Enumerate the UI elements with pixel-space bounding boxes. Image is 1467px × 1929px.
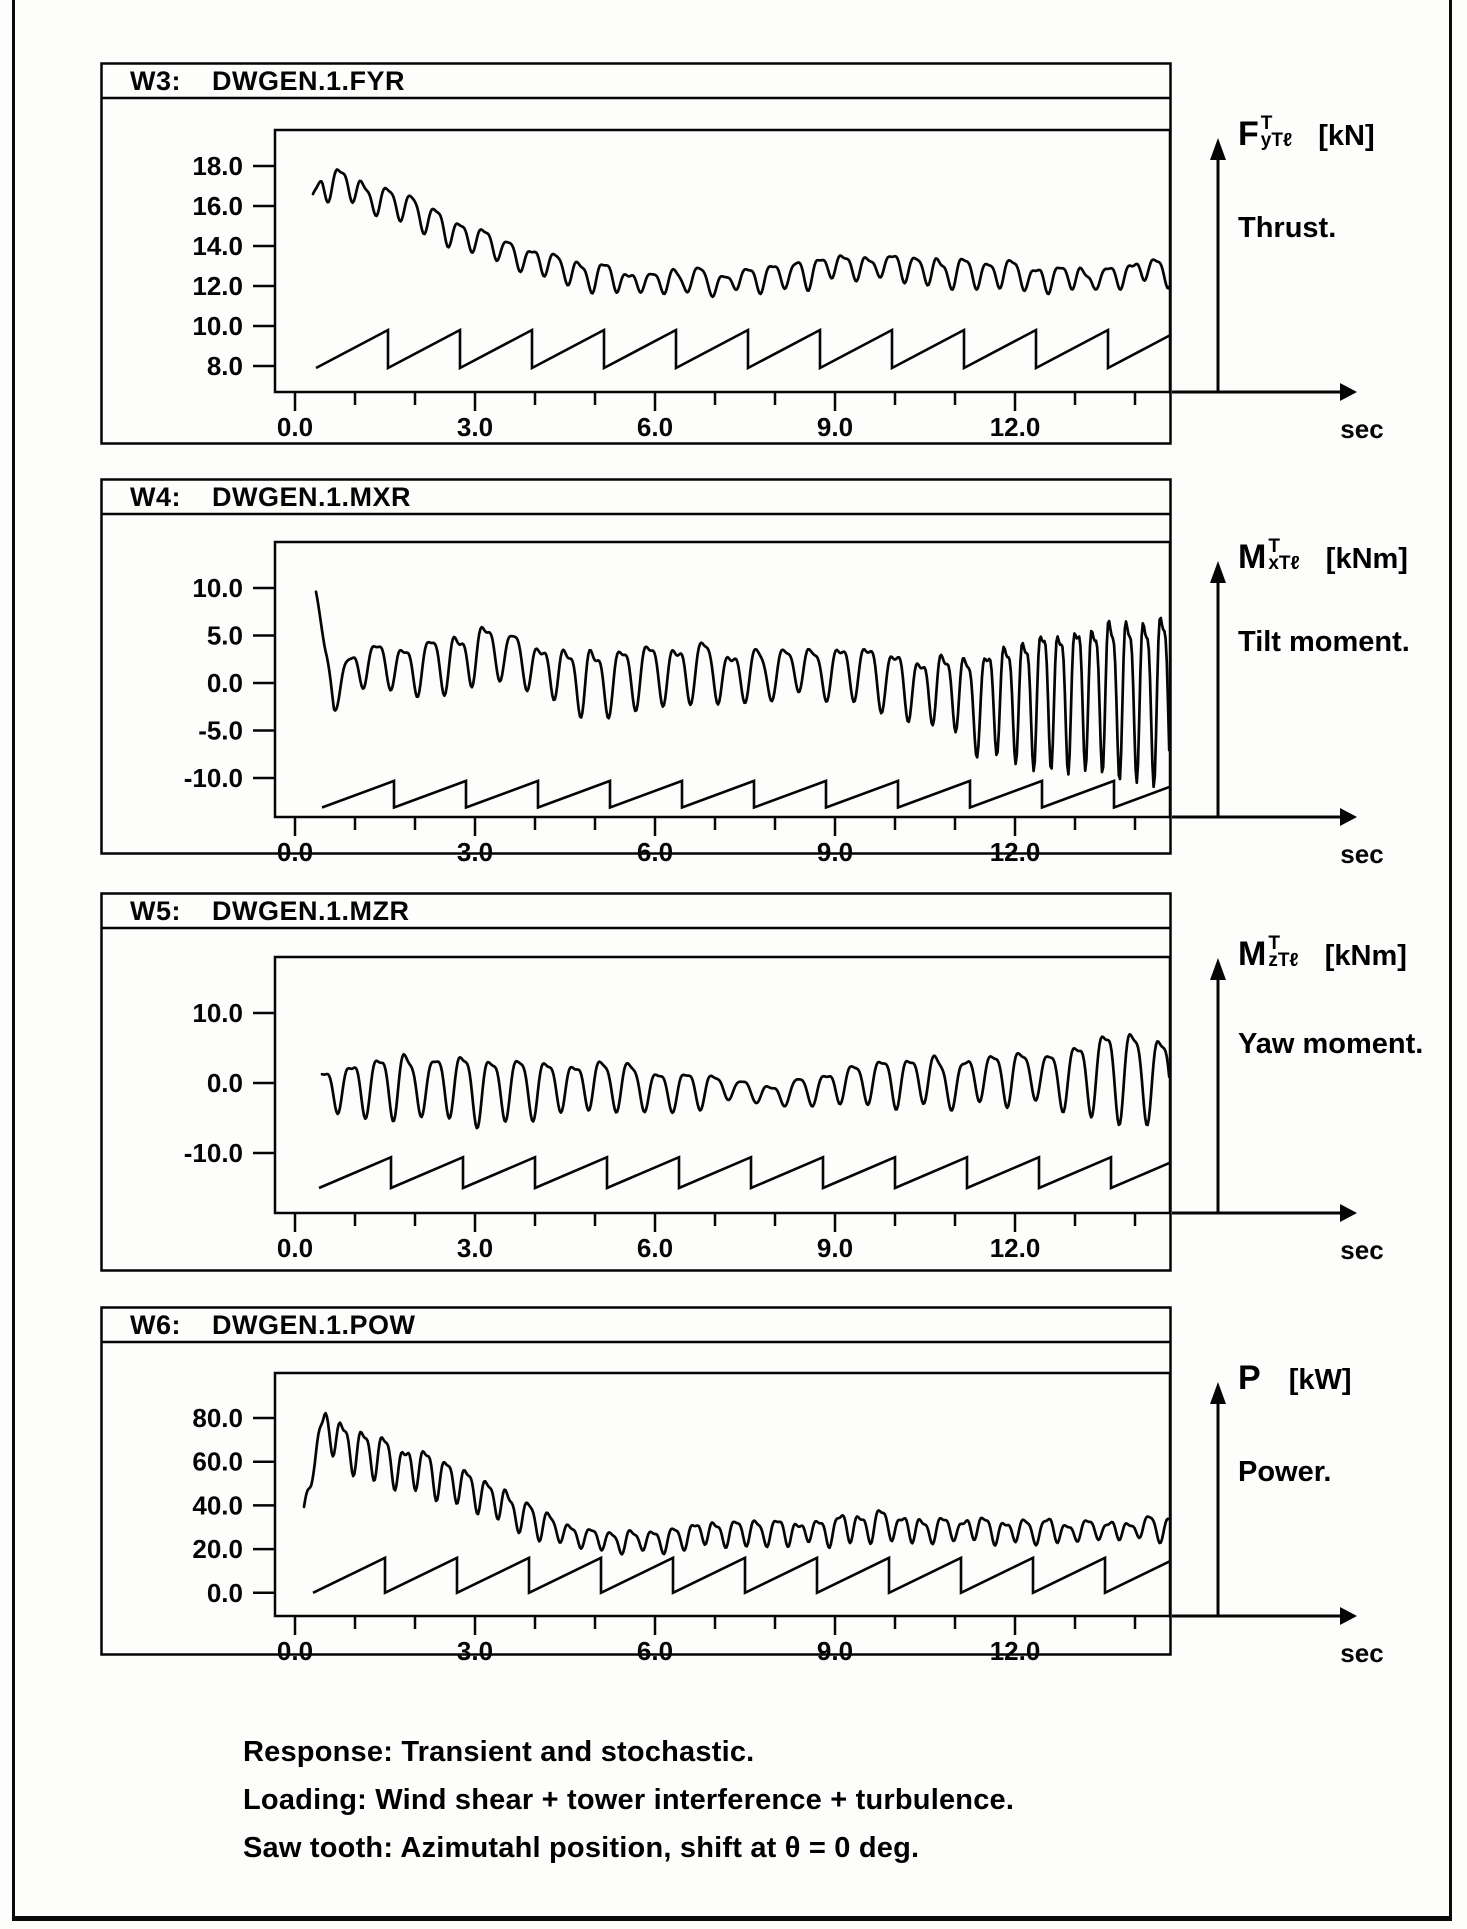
quantity-symbol-line bbox=[1238, 1360, 1463, 1398]
quantity-subsup: T zTℓ bbox=[1268, 933, 1299, 972]
quantity-symbol-line bbox=[1238, 113, 1463, 154]
y-tick-label: -10.0 bbox=[183, 763, 243, 793]
y-tick-label: -10.0 bbox=[183, 1138, 243, 1168]
signal-trace bbox=[304, 1413, 1169, 1554]
quantity-unit: [kN] bbox=[1318, 120, 1375, 152]
x-tick-label: 12.0 bbox=[989, 837, 1041, 867]
window-title-name: DWGEN.1.MZR bbox=[212, 896, 410, 926]
quantity-symbol: F bbox=[1238, 115, 1259, 153]
time-axis-arrowhead bbox=[1340, 808, 1357, 826]
y-tick-label: 5.0 bbox=[206, 620, 243, 651]
y-tick-label: 8.0 bbox=[206, 351, 243, 381]
sec-label: sec bbox=[1340, 414, 1384, 444]
quantity-description: Power. bbox=[1238, 1455, 1332, 1488]
y-tick-label: -5.0 bbox=[198, 715, 243, 746]
x-tick-label: 6.0 bbox=[636, 412, 674, 442]
x-tick-label: 6.0 bbox=[636, 837, 674, 867]
quantity-unit: [kNm] bbox=[1325, 543, 1408, 575]
time-axis-arrowhead bbox=[1340, 1607, 1357, 1625]
caption-response: Response: Transient and stochastic. bbox=[243, 1736, 755, 1768]
x-tick-label: 9.0 bbox=[816, 1233, 854, 1263]
window-title-id: W3: bbox=[130, 66, 181, 96]
y-tick-label: 10.0 bbox=[192, 573, 243, 603]
axis-annotation-yaw-moment bbox=[1238, 933, 1463, 1061]
quantity-symbol: M bbox=[1238, 538, 1267, 576]
y-tick-label: 14.0 bbox=[192, 231, 243, 261]
axis-annotation-thrust bbox=[1238, 113, 1463, 245]
quantity-description: Tilt moment. bbox=[1238, 625, 1410, 658]
plot-window-w4 bbox=[100, 478, 1435, 869]
sawtooth-trace bbox=[316, 330, 1170, 368]
sawtooth-trace bbox=[322, 781, 1170, 808]
y-tick-label: 60.0 bbox=[192, 1446, 243, 1477]
x-tick-label: 3.0 bbox=[456, 1233, 494, 1263]
signal-trace bbox=[322, 1034, 1169, 1128]
y-tick-label: 12.0 bbox=[192, 271, 243, 301]
axis-annotation-tilt-moment bbox=[1238, 536, 1463, 659]
time-axis-arrowhead bbox=[1340, 1204, 1357, 1222]
y-tick-label: 0.0 bbox=[206, 668, 243, 698]
quantity-symbol: P bbox=[1238, 1359, 1261, 1397]
quantity-unit: [kNm] bbox=[1324, 940, 1407, 972]
y-tick-label: 10.0 bbox=[192, 998, 243, 1028]
sawtooth-trace bbox=[319, 1157, 1170, 1188]
y-tick-label: 80.0 bbox=[192, 1403, 243, 1433]
window-title-id: W4: bbox=[130, 482, 181, 512]
x-tick-label: 12.0 bbox=[989, 1233, 1041, 1263]
x-tick-label: 0.0 bbox=[276, 1636, 314, 1666]
sec-label: sec bbox=[1340, 1638, 1384, 1668]
plot-window-w5 bbox=[100, 892, 1435, 1272]
window-title-name: DWGEN.1.POW bbox=[212, 1310, 416, 1340]
signal-trace bbox=[313, 170, 1170, 297]
x-tick-label: 3.0 bbox=[456, 412, 494, 442]
figure-frame-left bbox=[12, 0, 15, 1921]
y-tick-label: 18.0 bbox=[192, 151, 243, 181]
plot-window-w3 bbox=[100, 62, 1435, 445]
x-tick-label: 9.0 bbox=[816, 412, 854, 442]
quantity-subsup: T xTℓ bbox=[1268, 536, 1300, 575]
x-tick-label: 3.0 bbox=[456, 837, 494, 867]
quantity-unit: [kW] bbox=[1288, 1364, 1352, 1396]
quantity-axis-arrowhead bbox=[1210, 561, 1226, 583]
y-tick-label: 10.0 bbox=[192, 311, 243, 341]
x-tick-label: 3.0 bbox=[456, 1636, 494, 1666]
x-tick-label: 9.0 bbox=[816, 1636, 854, 1666]
window-title-id: W6: bbox=[130, 1310, 181, 1340]
sec-label: sec bbox=[1340, 839, 1384, 869]
sawtooth-trace bbox=[313, 1558, 1170, 1593]
y-tick-label: 16.0 bbox=[192, 191, 243, 221]
y-tick-label: 0.0 bbox=[206, 1068, 243, 1098]
figure-frame-bottom bbox=[12, 1916, 1452, 1921]
quantity-description: Thrust. bbox=[1238, 211, 1337, 244]
y-tick-label: 20.0 bbox=[192, 1534, 243, 1565]
window-title-name: DWGEN.1.MXR bbox=[212, 482, 412, 512]
window-border bbox=[102, 1308, 1171, 1655]
x-tick-label: 0.0 bbox=[276, 1233, 314, 1263]
x-tick-label: 0.0 bbox=[276, 837, 314, 867]
quantity-symbol: M bbox=[1238, 935, 1267, 973]
caption-sawtooth: Saw tooth: Azimutahl position, shift at θ = 0 deg. bbox=[243, 1832, 920, 1864]
time-axis-arrowhead bbox=[1340, 383, 1357, 401]
quantity-axis-arrowhead bbox=[1210, 138, 1226, 160]
signal-trace bbox=[316, 592, 1169, 787]
quantity-axis-arrowhead bbox=[1210, 958, 1226, 980]
quantity-subsup: T yTℓ bbox=[1260, 113, 1293, 152]
y-tick-label: 40.0 bbox=[192, 1490, 243, 1521]
caption-loading: Loading: Wind shear + tower interference + turbulence. bbox=[243, 1784, 1015, 1816]
plot-window-w6 bbox=[100, 1306, 1435, 1668]
quantity-symbol-line bbox=[1238, 933, 1463, 974]
window-title-id: W5: bbox=[130, 896, 181, 926]
plot-box bbox=[275, 1373, 1170, 1616]
x-tick-label: 6.0 bbox=[636, 1636, 674, 1666]
x-tick-label: 9.0 bbox=[816, 837, 854, 867]
quantity-symbol-line bbox=[1238, 536, 1463, 577]
quantity-axis-arrowhead bbox=[1210, 1382, 1226, 1404]
axis-annotation-power bbox=[1238, 1360, 1463, 1489]
sec-label: sec bbox=[1340, 1235, 1384, 1265]
window-title-name: DWGEN.1.FYR bbox=[212, 66, 406, 96]
window-border bbox=[102, 64, 1171, 444]
x-tick-label: 0.0 bbox=[276, 412, 314, 442]
x-tick-label: 12.0 bbox=[989, 412, 1041, 442]
x-tick-label: 12.0 bbox=[989, 1636, 1041, 1666]
quantity-description: Yaw moment. bbox=[1238, 1027, 1424, 1060]
x-tick-label: 6.0 bbox=[636, 1233, 674, 1263]
y-tick-label: 0.0 bbox=[206, 1577, 243, 1608]
